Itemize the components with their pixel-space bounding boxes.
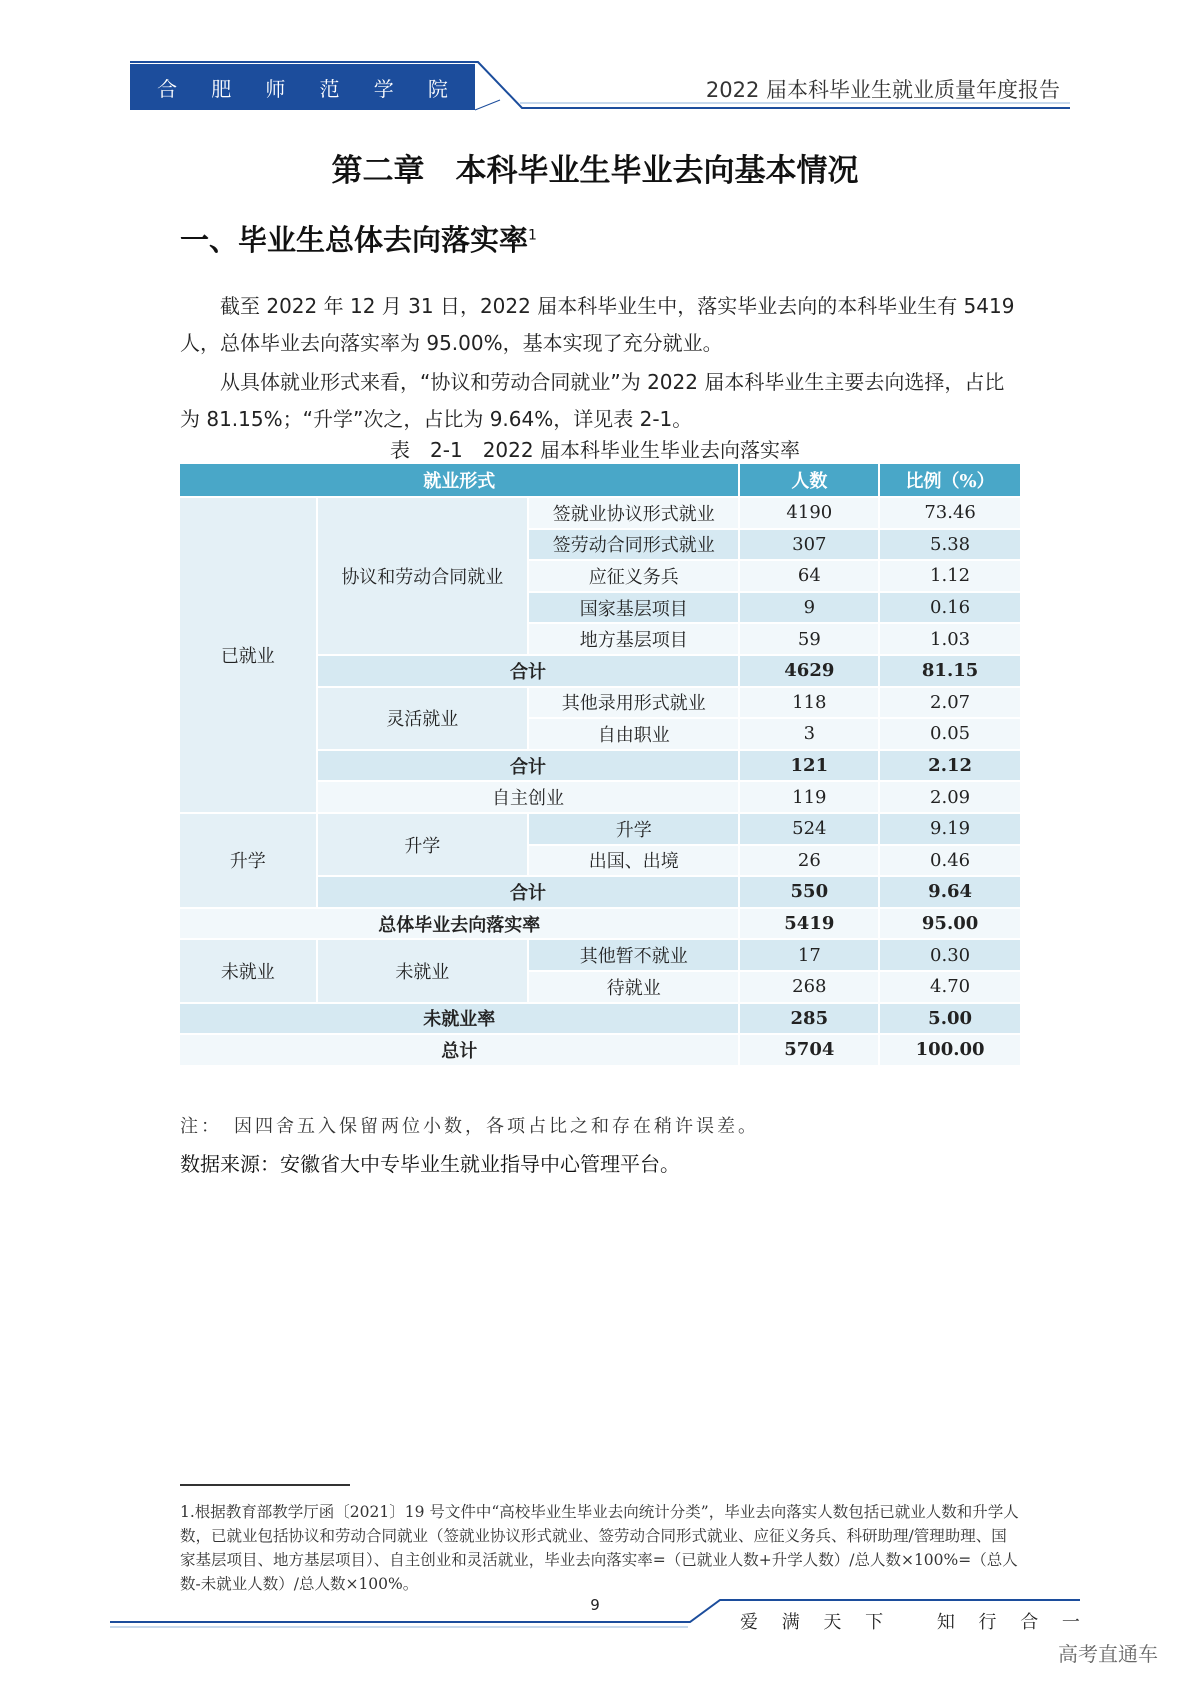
header-ratio: 比例（%）	[879, 463, 1021, 497]
table-header-row	[179, 463, 1021, 497]
table-row	[179, 939, 1021, 971]
row-count: 4629	[739, 655, 879, 687]
row-count: 5704	[739, 1034, 879, 1066]
motto-char: 下	[865, 1612, 884, 1633]
row-ratio: 0.30	[879, 939, 1021, 971]
group-further: 升学	[179, 813, 317, 908]
row-ratio: 2.07	[879, 687, 1021, 719]
unemployment-rate-row	[179, 1003, 1021, 1035]
header-count: 人数	[739, 463, 879, 497]
row-ratio: 5.38	[879, 529, 1021, 561]
row-count: 524	[739, 813, 879, 845]
group-unemployed: 未就业	[179, 939, 317, 1002]
motto-char: 行	[978, 1612, 997, 1633]
row-ratio: 2.09	[879, 781, 1021, 813]
school-char: 院	[427, 76, 448, 101]
motto-char: 天	[823, 1612, 842, 1633]
row-ratio: 4.70	[879, 971, 1021, 1003]
footnote: 1.根据教育部教学厅函〔2021〕19 号文件中“高校毕业生毕业去向统计分类”，毕业去向落实人数包括已就业人数和升学人数，已就业包括协议和劳动合同就业（签就业协议形式就业、签劳动合同形式就业、应征义务兵、科研助理/管理助理、国家基层项目、地方基层项目）、自主创业和灵活就业，毕业去向落实率=（已就业人数+升学人数）/总人数×100%=（总人数-未就业人数）/总人数×100%。	[180, 1503, 1019, 1593]
destination-table	[178, 462, 1022, 1067]
row-ratio: 9.19	[879, 813, 1021, 845]
school-char: 范	[319, 76, 340, 101]
table-row	[179, 813, 1021, 845]
row-count: 121	[739, 750, 879, 782]
motto-char: 满	[781, 1612, 800, 1633]
row-ratio: 1.12	[879, 560, 1021, 592]
school-char: 师	[265, 76, 286, 101]
row-ratio: 0.05	[879, 718, 1021, 750]
row-label: 合计	[317, 750, 740, 782]
section-title-text: 一、毕业生总体去向落实率	[180, 223, 529, 257]
row-label: 未就业率	[179, 1003, 739, 1035]
row-ratio: 0.16	[879, 592, 1021, 624]
paragraph-1: 截至 2022 年 12 月 31 日，2022 届本科毕业生中，落实毕业去向的本科毕业生有 5419 人，总体毕业去向落实率为 95.00%，基本实现了充分就业。	[180, 294, 1015, 355]
row-count: 118	[739, 687, 879, 719]
footnote-divider	[180, 1484, 350, 1486]
row-count: 17	[739, 939, 879, 971]
row-count: 285	[739, 1003, 879, 1035]
row-label: 合计	[317, 876, 740, 908]
row-ratio: 0.46	[879, 845, 1021, 877]
row-count: 268	[739, 971, 879, 1003]
row-count: 4190	[739, 497, 879, 529]
row-label: 地方基层项目	[528, 623, 739, 655]
row-label: 出国、出境	[528, 845, 739, 877]
row-label: 合计	[317, 655, 740, 687]
row-ratio: 9.64	[879, 876, 1021, 908]
row-label: 签劳动合同形式就业	[528, 529, 739, 561]
grand-total-row	[179, 1034, 1021, 1066]
table-note: 注： 因四舍五入保留两位小数，各项占比之和存在稍许误差。	[180, 1116, 759, 1137]
row-ratio: 5.00	[879, 1003, 1021, 1035]
row-count: 64	[739, 560, 879, 592]
row-label: 总计	[179, 1034, 739, 1066]
row-label: 升学	[528, 813, 739, 845]
subgroup-further: 升学	[317, 813, 528, 876]
group-employed: 已就业	[179, 497, 317, 813]
paragraph-2: 从具体就业形式来看，“协议和劳动合同就业”为 2022 届本科毕业生主要去向选择，占比为 81.15%；“升学”次之，占比为 9.64%，详见表 2-1。	[180, 370, 1005, 431]
school-char: 学	[373, 76, 394, 101]
row-count: 5419	[739, 908, 879, 940]
chapter-title: 第二章 本科毕业生毕业去向基本情况	[331, 153, 859, 189]
subgroup-unemployed: 未就业	[317, 939, 528, 1002]
row-ratio: 73.46	[879, 497, 1021, 529]
subgroup-contract: 协议和劳动合同就业	[317, 497, 528, 655]
row-label: 应征义务兵	[528, 560, 739, 592]
report-title: 2022 届本科毕业生就业质量年度报告	[705, 78, 1060, 102]
row-count: 550	[739, 876, 879, 908]
row-ratio: 95.00	[879, 908, 1021, 940]
row-label: 自由职业	[528, 718, 739, 750]
page-number: 9	[590, 1596, 600, 1614]
school-char: 肥	[211, 76, 232, 101]
row-count: 3	[739, 718, 879, 750]
row-label: 国家基层项目	[528, 592, 739, 624]
row-label: 签就业协议形式就业	[528, 497, 739, 529]
motto-char: 知	[936, 1612, 955, 1633]
data-source: 数据来源：安徽省大中专毕业生就业指导中心管理平台。	[180, 1152, 680, 1176]
school-name-banner	[130, 64, 475, 110]
watermark: 高考直通车	[1058, 1642, 1158, 1666]
row-count: 26	[739, 845, 879, 877]
row-label: 自主创业	[317, 781, 740, 813]
motto-char: 爱	[740, 1612, 758, 1633]
row-label: 总体毕业去向落实率	[179, 908, 739, 940]
row-ratio: 81.15	[879, 655, 1021, 687]
row-label: 其他录用形式就业	[528, 687, 739, 719]
row-count: 119	[739, 781, 879, 813]
row-count: 9	[739, 592, 879, 624]
motto-char: 一	[1061, 1612, 1080, 1633]
footer-motto	[740, 1608, 1080, 1634]
school-char: 合	[157, 76, 178, 101]
row-ratio: 2.12	[879, 750, 1021, 782]
header-form: 就业形式	[179, 463, 739, 497]
motto-char: 合	[1020, 1612, 1039, 1633]
footnote-ref: 1	[528, 227, 537, 244]
row-count: 307	[739, 529, 879, 561]
total-rate-row	[179, 908, 1021, 940]
section-title	[180, 218, 537, 259]
table-caption: 表 2-1 2022 届本科毕业生毕业去向落实率	[390, 438, 800, 462]
row-ratio: 100.00	[879, 1034, 1021, 1066]
row-label: 待就业	[528, 971, 739, 1003]
table-row	[179, 497, 1021, 529]
row-count: 59	[739, 623, 879, 655]
subgroup-flexible: 灵活就业	[317, 687, 528, 750]
row-label: 其他暂不就业	[528, 939, 739, 971]
row-ratio: 1.03	[879, 623, 1021, 655]
